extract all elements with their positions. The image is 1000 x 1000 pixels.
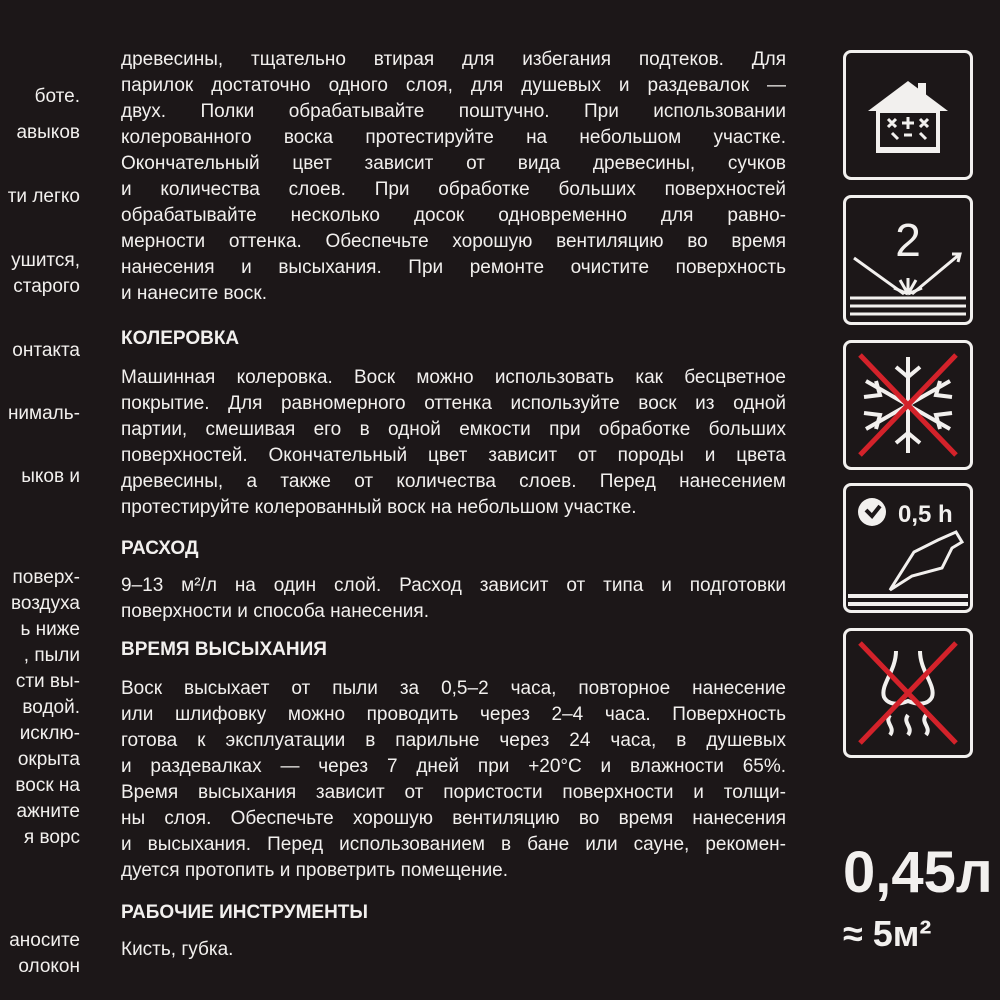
text-line: протестируйте колерованный воск на небольшом участке. — [121, 497, 637, 518]
text-line: двух. Полки обрабатывайте поштучно. При использовании — [121, 101, 786, 122]
text-line: парилок достаточно одного слоя, для душевых и раздевалок — — [121, 75, 786, 96]
application-text — [121, 47, 786, 307]
drying-heading: ВРЕМЯ ВЫСЫХАНИЯ — [121, 639, 327, 660]
text-line: и нанесите воск. — [121, 283, 267, 304]
coverage-label: ≈ 5м² — [843, 913, 932, 954]
two-coats-icon — [843, 195, 973, 325]
text-line: нанесения и высыхания. При ремонте очистите поверхность — [121, 257, 786, 278]
left-fragment: ти легко — [7, 186, 80, 207]
no-odor-icon — [843, 628, 973, 758]
left-fragment: ь ниже — [20, 619, 80, 640]
left-fragment: нималь- — [7, 403, 80, 424]
text-line: Окончательный цвет зависит от вида древесины, сучков — [121, 153, 786, 174]
text-line: обрабатывайте несколько досок одновременно для равно- — [121, 205, 786, 226]
text-line: дуется протопить и проветрить помещение. — [121, 860, 509, 881]
left-fragment: онтакта — [12, 340, 80, 361]
text-line: Машинная колеровка. Воск можно использовать как бесцветное — [121, 367, 786, 388]
dry-time: 0,5 h — [898, 501, 953, 528]
left-fragment: я ворс — [23, 827, 80, 848]
tinting-text — [121, 365, 786, 521]
consumption-heading: РАСХОД — [121, 538, 199, 559]
left-fragment: поверх- — [12, 567, 80, 588]
left-fragment: исклю- — [19, 723, 80, 744]
house-icon — [843, 50, 973, 180]
text-line: Время высыхания зависит от пористости поверхности и толщи- — [121, 782, 786, 803]
tinting-heading: КОЛЕРОВКА — [121, 328, 240, 349]
text-line: партии, смешивая его в одной емкости при обработке больших — [121, 419, 786, 440]
left-fragment: олокон — [18, 956, 80, 977]
text-line: Воск высыхает от пыли за 0,5–2 часа, повторное нанесение — [121, 678, 786, 699]
left-fragment: , пыли — [23, 645, 80, 666]
text-line: или шлифовку можно проводить через 2–4 часа. Поверхность — [121, 704, 786, 725]
text-line: колерованного воска протестируйте на небольшом участке. — [121, 127, 786, 148]
tools-text: Кисть, губка. — [121, 939, 234, 960]
text-line: готова к эксплуатации в парильне через 24 часа, в душевых — [121, 730, 786, 751]
text-line: 9–13 м²/л на один слой. Расход зависит от типа и подготовки — [121, 575, 786, 596]
left-fragment: воздуха — [11, 593, 80, 614]
volume-label: 0,45л — [843, 840, 993, 905]
text-line: древесины, тщательно втирая для избегания подтеков. Для — [121, 49, 786, 70]
left-fragment: сти вы- — [15, 671, 80, 692]
left-fragment: окрыта — [17, 749, 80, 770]
text-line: ны слоя. Обеспечьте хорошую вентиляцию во время нанесения — [121, 808, 786, 829]
left-fragment: старого — [13, 276, 80, 297]
drying-text — [121, 676, 786, 884]
text-line: покрытие. Для равномерного оттенка используйте воск из одной — [121, 393, 786, 414]
left-fragment: авыков — [16, 122, 80, 143]
left-fragment: аносите — [9, 930, 80, 951]
left-fragment: боте. — [34, 86, 80, 107]
text-line: и количества слоев. При обработке больших поверхностей — [121, 179, 786, 200]
left-fragment: ыков и — [21, 466, 80, 487]
left-fragment: ажните — [16, 801, 80, 822]
text-line: поверхности и способа нанесения. — [121, 601, 429, 622]
touch-dry-icon — [843, 483, 973, 613]
left-fragment: воск на — [15, 775, 80, 796]
left-fragment: ушится, — [11, 250, 80, 271]
text-line: мерности оттенка. Обеспечьте хорошую вентиляцию во время — [121, 231, 786, 252]
consumption-text — [121, 573, 786, 625]
no-frost-icon — [843, 340, 973, 470]
text-line: и раздевалках — через 7 дней при +20°С и влажности 65%. — [121, 756, 786, 777]
text-line: и высыхания. Перед использованием в бане или сауне, рекомен- — [121, 834, 786, 855]
text-line: поверхностей. Окончательный цвет зависит от породы и цвета — [121, 445, 786, 466]
left-fragment: водой. — [22, 697, 80, 718]
text-line: древесины, а также от количества слоев. Перед нанесением — [121, 471, 786, 492]
coats-count: 2 — [895, 214, 921, 266]
tools-heading: РАБОЧИЕ ИНСТРУМЕНТЫ — [121, 902, 369, 923]
